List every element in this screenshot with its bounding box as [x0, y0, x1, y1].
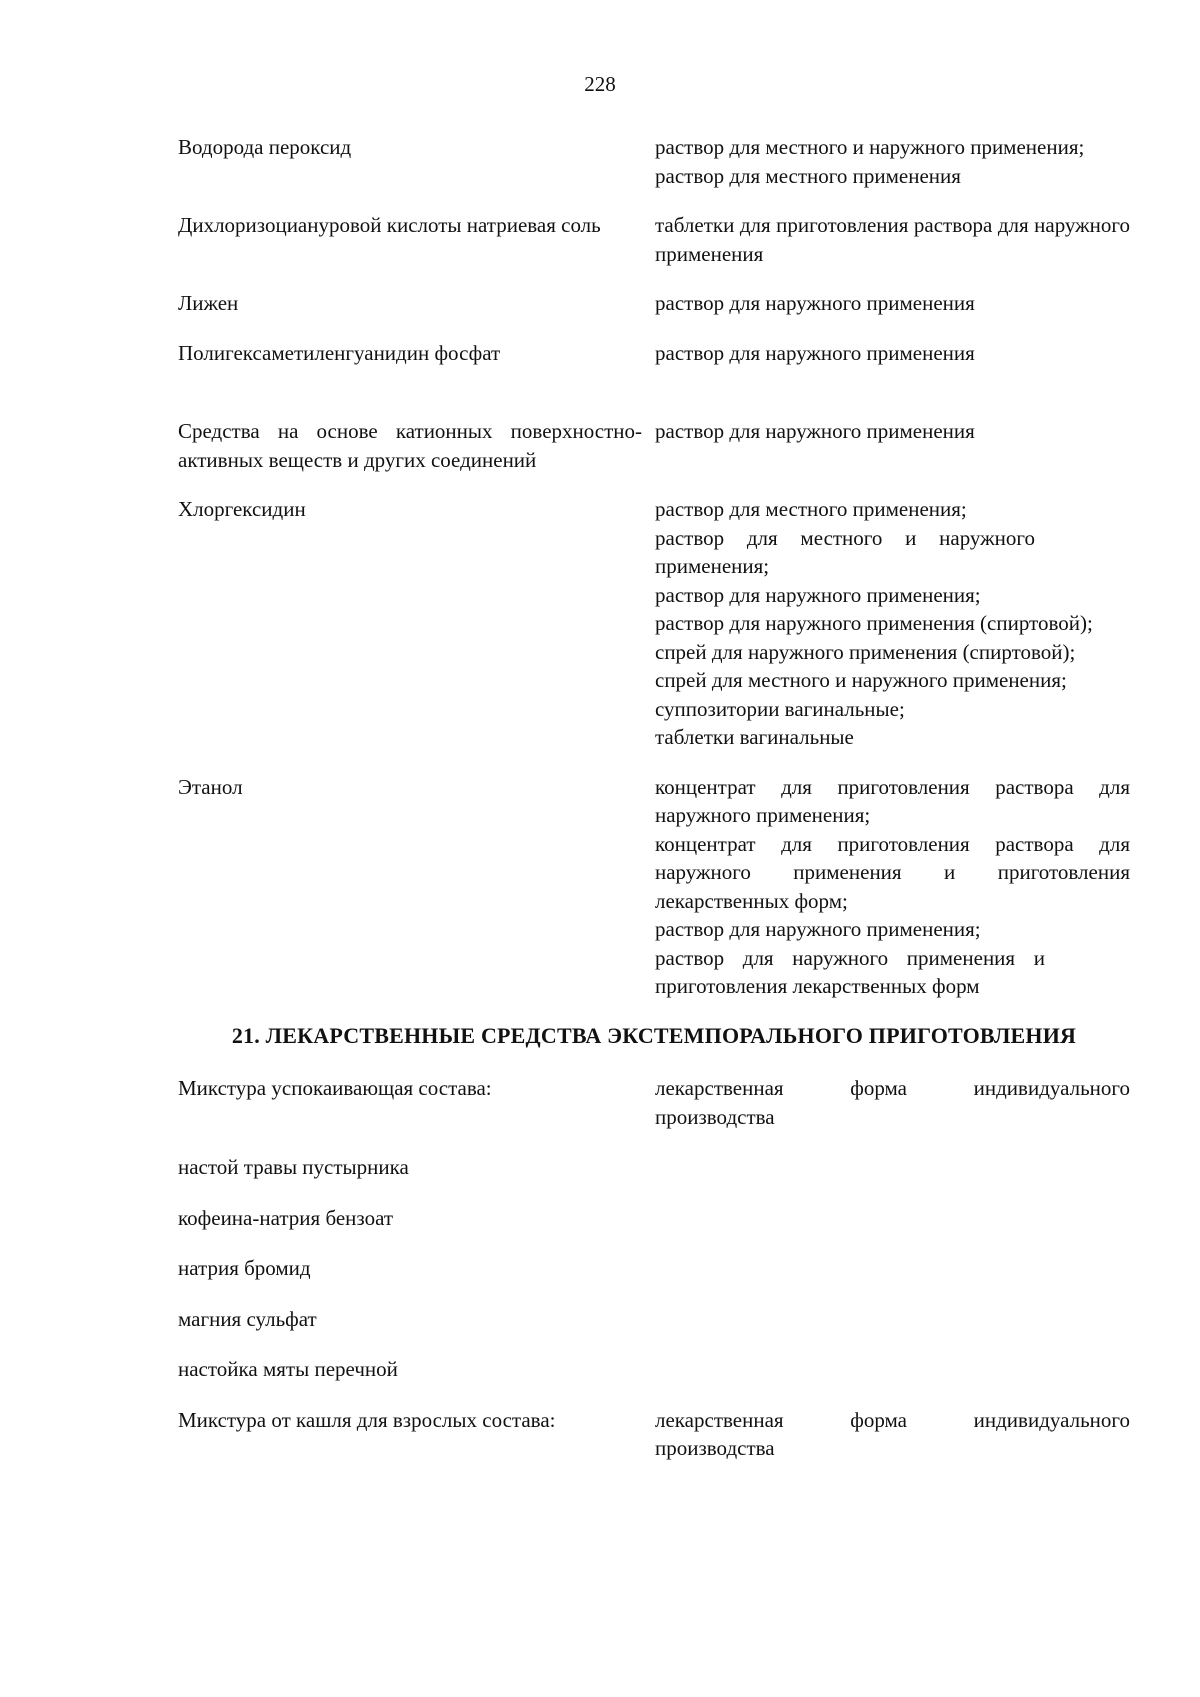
drug-row: [178, 417, 1130, 474]
drug-form: раствор для наружного применения (спиртовой);: [655, 611, 1093, 635]
drug-name: Хлоргексидин: [178, 497, 306, 521]
drug-forms: [655, 339, 1130, 368]
drug-forms: [655, 211, 1130, 268]
drug-row: [178, 1406, 1130, 1463]
drug-row: [178, 495, 1130, 752]
drug-name: Полигексаметиленгуанидин фосфат: [178, 340, 501, 365]
drug-forms: [655, 133, 1130, 190]
drug-forms: [655, 495, 1130, 752]
drug-forms: [655, 1074, 1130, 1131]
page-number: 228: [584, 72, 616, 96]
drug-form: раствор для наружного применения и приготовления лекарственных форм: [655, 945, 1045, 998]
drug-form: лекарственная форма индивидуального производства: [655, 1407, 1130, 1460]
drug-row: [178, 133, 1130, 190]
drug-form: раствор для наружного применения;: [655, 917, 981, 941]
drug-row: [178, 1355, 1130, 1384]
drug-form: раствор для наружного применения;: [655, 582, 981, 607]
drug-name: Дихлоризоциануровой кислоты натриевая соль: [178, 213, 601, 237]
ingredient-name: натрия бромид: [178, 1256, 311, 1280]
drug-form: раствор для наружного применения: [655, 340, 975, 365]
ingredient-name: настойка мяты перечной: [178, 1357, 398, 1381]
drug-form: раствор для местного и наружного применения;: [655, 135, 1085, 159]
drug-name: Водорода пероксид: [178, 135, 352, 159]
drug-row: [178, 289, 1130, 318]
drug-name: Микстура успокаивающая состава:: [178, 1076, 492, 1100]
drug-form: суппозитории вагинальные;: [655, 696, 905, 721]
drug-row: [178, 1254, 1130, 1283]
drug-row: [178, 1204, 1130, 1233]
drug-row: [178, 339, 1130, 368]
drug-form: раствор для наружного применения: [655, 419, 975, 443]
drug-row: [178, 773, 1130, 1001]
ingredient-name: кофеина-натрия бензоат: [178, 1205, 394, 1230]
drug-forms: [655, 417, 1130, 474]
drug-form: таблетки вагинальные: [655, 725, 854, 749]
drug-forms: [655, 289, 1130, 318]
drug-form: лекарственная форма индивидуального производства: [655, 1076, 1130, 1129]
drug-form: раствор для местного применения: [655, 163, 961, 188]
drug-form: раствор для местного и наружного применения;: [655, 525, 1035, 578]
drug-name: Лижен: [178, 291, 239, 315]
drug-form: спрей для местного и наружного применения;: [655, 668, 1067, 692]
drug-row: [178, 1305, 1130, 1334]
drug-form: концентрат для приготовления раствора для наружного применения и приготовления лекарственных форм;: [655, 831, 1130, 913]
drug-forms: [655, 773, 1130, 1001]
drug-row: [178, 1074, 1130, 1131]
drug-form: спрей для наружного применения (спиртовой);: [655, 639, 1076, 664]
drug-name: Микстура от кашля для взрослых состава:: [178, 1407, 556, 1432]
drug-form: раствор для наружного применения: [655, 291, 975, 315]
drug-name: Этанол: [178, 774, 243, 799]
drug-form: раствор для местного применения;: [655, 497, 967, 521]
drug-row: [178, 1153, 1130, 1182]
drug-name: Средства на основе катионных поверхностно-активных веществ и других соединений: [178, 419, 642, 472]
drug-form: концентрат для приготовления раствора для наружного применения;: [655, 774, 1130, 827]
ingredient-name: настой травы пустырника: [178, 1155, 409, 1179]
drug-list: [178, 133, 1130, 1463]
drug-forms: [655, 1406, 1130, 1463]
drug-form: таблетки для приготовления раствора для наружного применения: [655, 213, 1130, 266]
drug-row: [178, 211, 1130, 268]
ingredient-name: магния сульфат: [178, 1306, 317, 1331]
section-heading: 21. ЛЕКАРСТВЕННЫЕ СРЕДСТВА ЭКСТЕМПОРАЛЬНОГО ПРИГОТОВЛЕНИЯ: [231, 1022, 1077, 1048]
